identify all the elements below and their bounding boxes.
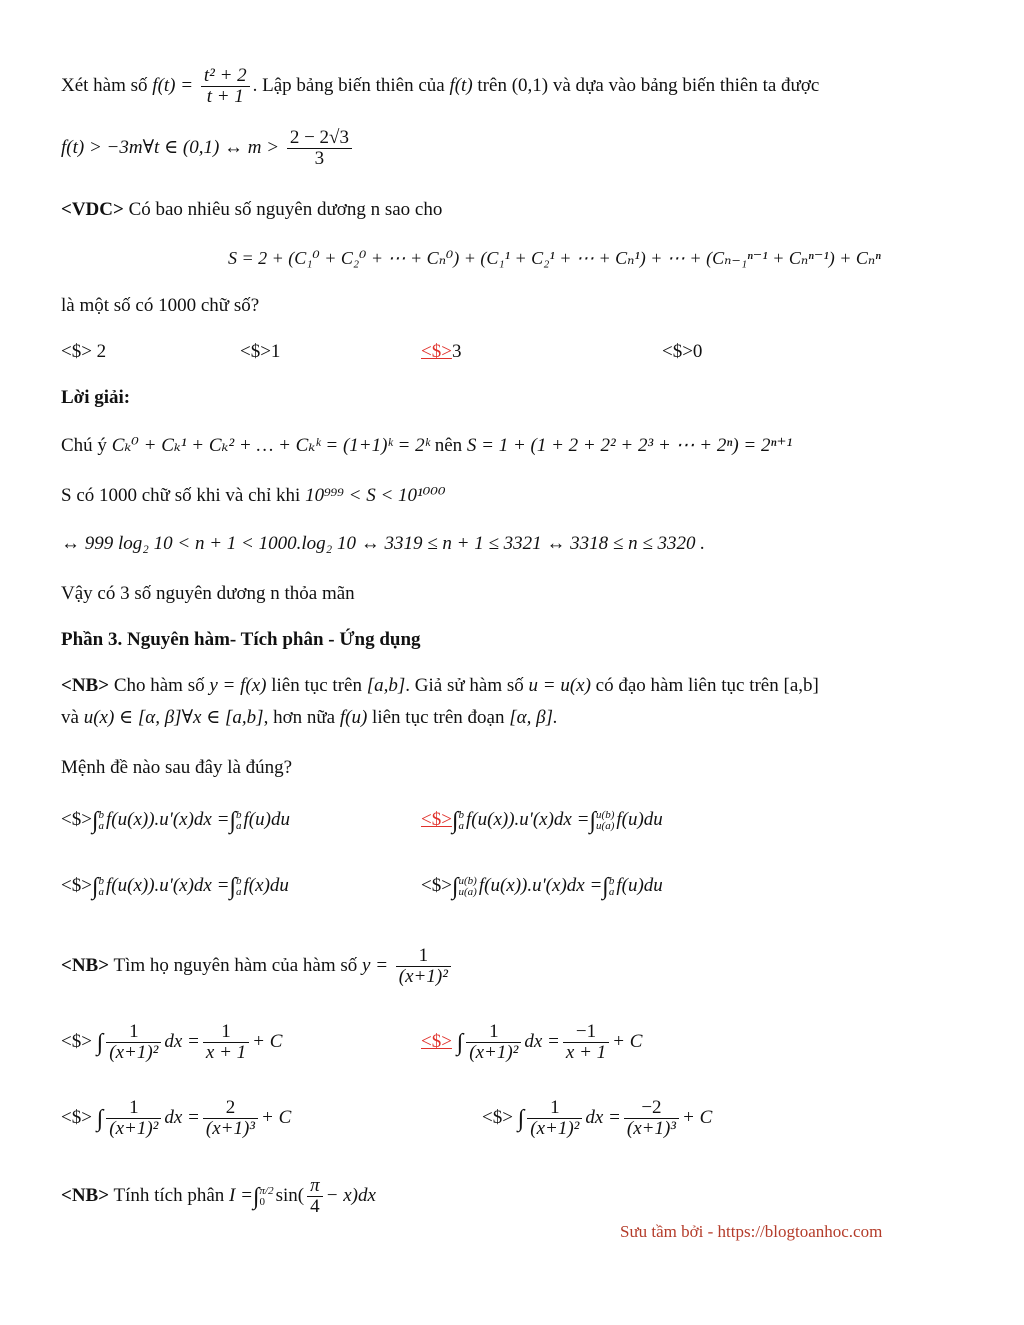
integral-sign: ∫ (252, 1183, 260, 1210)
fraction (203, 1022, 249, 1063)
text: trên (477, 74, 507, 96)
question-text: Tìm họ nguyên hàm của hàm số (113, 954, 358, 976)
fraction (624, 1098, 679, 1139)
option-marker: <$> (421, 875, 452, 896)
option-a[interactable] (61, 340, 106, 364)
solution-line-3 (61, 532, 705, 556)
lower-limit: u(a) (596, 819, 615, 832)
integral-sign: ∫ (517, 1105, 525, 1132)
footer-source (620, 1222, 882, 1242)
math: f(u)du (243, 809, 290, 830)
integral-limits (236, 876, 242, 898)
denominator: (x+1)³ (626, 1118, 676, 1139)
integral-sign: ∫ (451, 808, 459, 834)
text: và (61, 707, 79, 728)
integral-sign: ∫ (602, 874, 609, 900)
numerator: −2 (624, 1098, 679, 1119)
math: (0,1) (511, 74, 549, 96)
integral-sign: ∫ (456, 1029, 464, 1056)
question-tag: <NB> (61, 1184, 110, 1206)
section-title (61, 628, 421, 652)
text: . Lập bảng biến thiên của (252, 74, 445, 96)
integral-limits (236, 810, 242, 832)
lower-limit: a (458, 819, 465, 832)
option-label: <$> 2 (61, 341, 107, 362)
fraction (203, 1098, 258, 1139)
denominator: (x+1)² (109, 1042, 159, 1063)
math: f(u(x)).u'(x)dx = (478, 875, 603, 896)
solution-line-4 (61, 582, 355, 606)
option-c[interactable] (61, 1098, 291, 1139)
lower-limit: u(a) (458, 885, 477, 898)
math: dx = (585, 1106, 621, 1128)
math: f(t) = (152, 74, 194, 96)
option-a[interactable] (61, 1022, 282, 1063)
upper-limit: b (236, 874, 242, 887)
option-d[interactable] (662, 340, 702, 364)
option-b[interactable] (240, 340, 280, 364)
denominator: (x+1)² (109, 1118, 159, 1139)
integral-limits (260, 1186, 274, 1208)
integral-limits (459, 876, 477, 898)
integral-limits (459, 810, 465, 832)
fraction (396, 946, 451, 987)
option-c[interactable] (61, 874, 289, 899)
denominator: x + 1 (205, 1042, 247, 1063)
integral-sign: ∫ (589, 808, 597, 834)
fraction (287, 128, 352, 169)
math: f(u(x)).u'(x)dx = (466, 809, 590, 830)
question-nb-1-line-2 (61, 706, 558, 730)
lower-limit: 0 (259, 1195, 266, 1208)
fraction (106, 1022, 161, 1063)
text: là một số có 1000 chữ số? (61, 295, 260, 316)
lower-limit: a (98, 819, 105, 832)
footer-text: Sưu tầm bởi - https://blogtoanhoc.com (620, 1222, 883, 1241)
math: f(u)du (616, 809, 663, 830)
option-d[interactable] (482, 1098, 712, 1139)
option-c-correct[interactable] (421, 340, 461, 364)
option-a[interactable] (61, 808, 290, 833)
numerator: t² + 2 (201, 66, 250, 87)
solution-line-1 (61, 434, 792, 458)
fraction (466, 1022, 521, 1063)
integral-sign: ∫ (91, 874, 99, 900)
lower-limit: a (236, 885, 242, 898)
math: dx = (164, 1106, 200, 1128)
math: ↔ 999 log₂ 10 < n + 1 < 1000.log₂ 10 ↔ 3319 ≤ n + 1 ≤ 3321 ↔ 3318 ≤ n ≤ 3320 . (61, 533, 706, 554)
fraction (527, 1098, 582, 1139)
question-text: Tính tích phân (113, 1184, 225, 1206)
math: f(u(x)).u'(x)dx = (106, 875, 230, 896)
math: u(x) ∈ [α, β]∀x ∈ [a,b] (83, 707, 264, 728)
numerator: 2 − 2√3 (287, 128, 352, 149)
option-b-correct[interactable] (421, 808, 663, 833)
math: f(t) (449, 74, 473, 96)
option-marker: <$> (61, 875, 92, 896)
math: [a,b] (366, 675, 406, 696)
math: sin( (275, 1184, 305, 1206)
text: Cho hàm số (113, 675, 205, 696)
question-tail (61, 294, 259, 318)
numerator: 2 (203, 1098, 258, 1119)
numerator: 1 (396, 946, 451, 967)
integral-sign: ∫ (96, 1029, 104, 1056)
lower-limit: a (236, 819, 242, 832)
denominator: 4 (310, 1196, 320, 1217)
text: Vậy có 3 số nguyên dương n thỏa mãn (61, 583, 355, 604)
math: 10⁹⁹⁹ < S < 10¹⁰⁰⁰ (305, 485, 446, 506)
math: f(u(x)).u'(x)dx = (106, 809, 230, 830)
option-marker: <$> (482, 1106, 513, 1128)
question-tag: <VDC> (61, 199, 124, 220)
numerator: −1 (563, 1022, 609, 1043)
line-p2 (61, 128, 355, 169)
math: y = (362, 954, 389, 976)
denominator: t + 1 (206, 86, 244, 107)
fraction (563, 1022, 609, 1063)
text: . Giả sử hàm số (405, 675, 524, 696)
fraction (201, 66, 250, 107)
upper-limit: b (236, 808, 242, 821)
solution-title (61, 386, 130, 410)
math: u = u(x) (528, 675, 591, 696)
math: y = f(x) (209, 675, 267, 696)
upper-limit: b (608, 874, 615, 887)
numerator: 1 (203, 1022, 249, 1043)
text: liên tục trên đoạn (372, 707, 505, 728)
text: và dựa vào bảng biến thiên ta được (552, 74, 820, 96)
math: + C (682, 1106, 713, 1128)
integral-limits (99, 876, 105, 898)
formula-S (228, 246, 881, 270)
question-tag: <NB> (61, 675, 110, 696)
question-nb-1 (61, 674, 819, 698)
text: có đạo hàm liên tục trên [a,b] (595, 675, 819, 696)
integral-limits (99, 810, 105, 832)
numerator: 1 (466, 1022, 521, 1043)
numerator: 1 (106, 1022, 161, 1043)
text: Chú ý (61, 435, 107, 456)
math: S = 2 + (C₁⁰ + C₂⁰ + ⋯ + Cₙ⁰) + (C₁¹ + C₂¹ + ⋯ + Cₙ¹) + ⋯ + (Cₙ₋₁ⁿ⁻¹ + Cₙⁿ⁻¹) + Cₙⁿ (228, 248, 881, 268)
integral-sign: ∫ (229, 808, 237, 834)
fraction (106, 1098, 161, 1139)
denominator: (x+1)² (469, 1042, 519, 1063)
numerator: 1 (527, 1098, 582, 1119)
math: dx = (164, 1030, 200, 1052)
numerator: 1 (106, 1098, 161, 1119)
text: liên tục trên (271, 675, 362, 696)
math: Cₖ⁰ + Cₖ¹ + Cₖ² + … + Cₖᵏ = (1+1)ᵏ = 2ᵏ (111, 435, 430, 456)
upper-limit: b (98, 808, 105, 821)
option-d[interactable] (421, 874, 663, 899)
text: , hơn nữa (263, 707, 336, 728)
question-nb-2 (61, 946, 454, 987)
text: Mệnh đề nào sau đây là đúng? (61, 757, 293, 778)
option-label: 3 (451, 341, 462, 362)
option-marker: <$> (61, 1030, 92, 1052)
denominator: (x+1)² (530, 1118, 580, 1139)
upper-limit: u(b) (596, 808, 615, 821)
lower-limit: a (608, 885, 615, 898)
math: − x)dx (325, 1184, 376, 1206)
question-nb-1-line-3 (61, 756, 292, 780)
upper-limit: π/2 (259, 1184, 274, 1197)
correct-marker: <$> (421, 809, 452, 830)
math: dx = (524, 1030, 560, 1052)
text: nên (434, 435, 463, 456)
option-marker: <$> (61, 1106, 92, 1128)
numerator: π (307, 1176, 323, 1197)
correct-marker: <$> (421, 341, 452, 362)
text: Phần 3. Nguyên hàm- Tích phân - Ứng dụng (61, 629, 421, 650)
denominator: x + 1 (565, 1042, 607, 1063)
math: f(t) > −3m∀t ∈ (0,1) ↔ m > (61, 136, 280, 158)
upper-limit: b (98, 874, 105, 887)
integral-sign: ∫ (229, 874, 237, 900)
integral-sign: ∫ (451, 874, 459, 900)
fraction (307, 1176, 323, 1217)
upper-limit: u(b) (458, 874, 477, 887)
math: I = (229, 1184, 253, 1206)
question-nb-3 (61, 1176, 376, 1217)
math: + C (261, 1106, 292, 1128)
option-label: <$>1 (240, 341, 281, 362)
text: Lời giải: (61, 387, 131, 408)
correct-marker: <$> (421, 1030, 452, 1052)
denominator: 3 (314, 148, 325, 169)
line-p1 (61, 66, 819, 107)
question-text: Có bao nhiêu số nguyên dương n sao cho (128, 199, 443, 220)
integral-limits (596, 810, 614, 832)
integral-sign: ∫ (96, 1105, 104, 1132)
option-b-correct[interactable] (421, 1022, 642, 1063)
math: [α, β]. (509, 707, 558, 728)
option-marker: <$> (61, 809, 92, 830)
integral-sign: ∫ (91, 808, 99, 834)
math: f(u)du (616, 875, 663, 896)
integral-limits (609, 876, 615, 898)
denominator: (x+1)³ (205, 1118, 255, 1139)
math: S = 1 + (1 + 2 + 2² + 2³ + ⋯ + 2ⁿ) = 2ⁿ⁺¹ (466, 435, 793, 456)
solution-line-2 (61, 484, 446, 508)
lower-limit: a (98, 885, 105, 898)
upper-limit: b (458, 808, 465, 821)
math: f(x)du (243, 875, 289, 896)
text: Xét hàm số (61, 74, 148, 96)
denominator: (x+1)² (398, 966, 448, 987)
question-vdc (61, 198, 442, 222)
question-tag: <NB> (61, 954, 110, 976)
option-label: <$>0 (662, 341, 703, 362)
math: + C (612, 1030, 643, 1052)
text: S có 1000 chữ số khi và chỉ khi (61, 485, 301, 506)
math: f(u) (339, 707, 368, 728)
math: + C (252, 1030, 283, 1052)
